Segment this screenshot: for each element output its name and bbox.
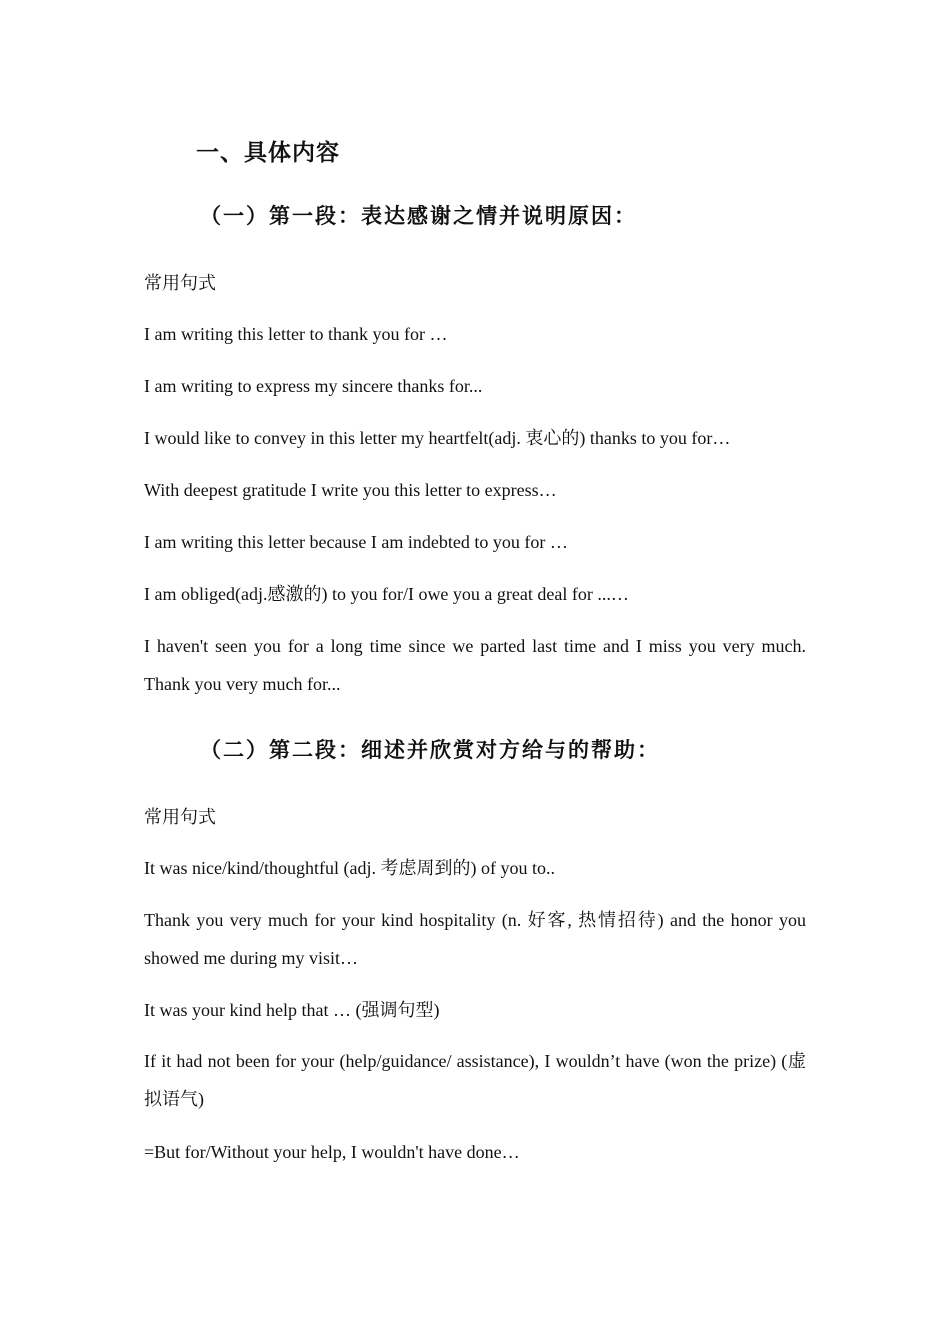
section-2-title: （二）第二段：细述并欣赏对方给与的帮助： bbox=[200, 737, 660, 762]
section-2-line-4: If it had not been for your (help/guidance/ assistance), I wouldn’t have (won the prize) (虚拟语气) bbox=[144, 1051, 806, 1109]
section-1-label: 常用句式 bbox=[144, 273, 216, 293]
section-1-line-3: I would like to convey in this letter my heartfelt(adj. 衷心的) thanks to you for… bbox=[144, 428, 731, 448]
section-2-line-1: It was nice/kind/thoughtful (adj. 考虑周到的) of you to.. bbox=[144, 858, 555, 878]
section-1-line-6: I am obliged(adj.感激的) to you for/I owe you a great deal for ...… bbox=[144, 584, 629, 604]
section-1-line-1: I am writing this letter to thank you for … bbox=[144, 324, 448, 344]
section-2-line-5: =But for/Without your help, I wouldn't have done… bbox=[144, 1142, 520, 1162]
section-2-label: 常用句式 bbox=[144, 807, 216, 827]
section-1-line-5: I am writing this letter because I am indebted to you for … bbox=[144, 532, 568, 552]
section-1-line-4: With deepest gratitude I write you this letter to express… bbox=[144, 480, 557, 500]
main-heading: 一、具体内容 bbox=[196, 140, 340, 166]
section-1-line-7: I haven't seen you for a long time since we parted last time and I miss you very much. Thank you very much for... bbox=[144, 636, 806, 694]
section-1-line-2: I am writing to express my sincere thanks for... bbox=[144, 376, 483, 396]
section-2-line-3: It was your kind help that … (强调句型) bbox=[144, 1000, 440, 1020]
section-2-line-2: Thank you very much for your kind hospitality (n. 好客, 热情招待) and the honor you showed me during my visit… bbox=[144, 910, 806, 968]
section-1-title: （一）第一段：表达感谢之情并说明原因： bbox=[200, 203, 637, 228]
